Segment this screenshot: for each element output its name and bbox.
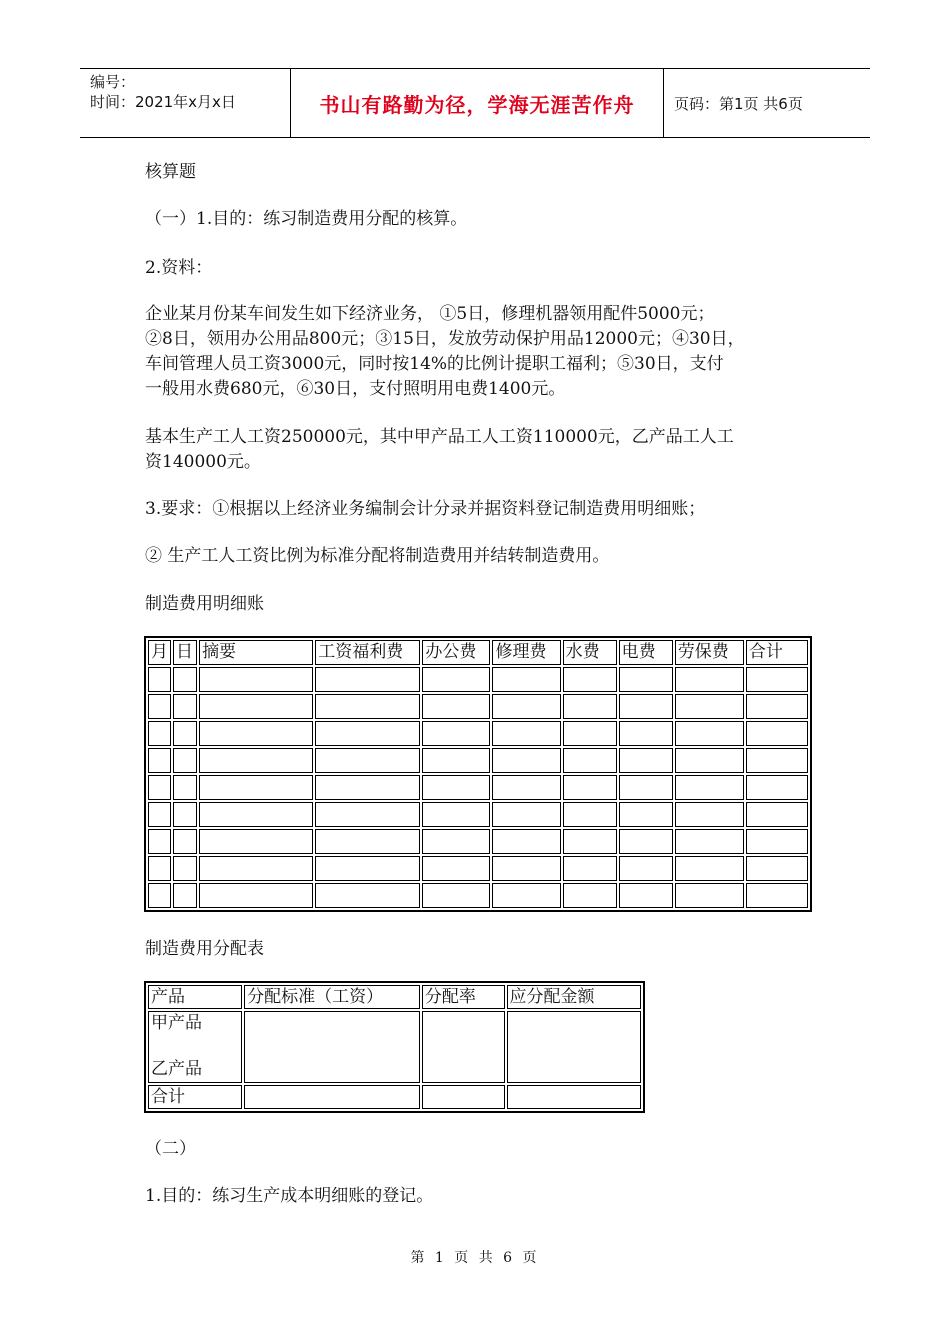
ledger-cell [199, 667, 313, 692]
materials-line: 车间管理人员工资3000元，同时按14%的比例计提职工福利；⑤30日，支付 [145, 354, 724, 374]
ledger-cell [492, 694, 560, 719]
ledger-table [144, 636, 812, 912]
col-product: 产品 [148, 985, 242, 1009]
ledger-cell [492, 775, 560, 800]
ledger-cell [746, 883, 808, 908]
ledger-cell [315, 775, 420, 800]
ledger-cell [675, 721, 744, 746]
ledger-cell [173, 829, 197, 854]
alloc-cell [422, 1011, 505, 1083]
ledger-cell [199, 721, 313, 746]
ledger-cell [619, 802, 673, 827]
ledger-cell [148, 721, 171, 746]
product-a-label: 甲产品 [151, 1013, 202, 1033]
ledger-cell [315, 883, 420, 908]
col-day: 日 [173, 640, 197, 665]
ledger-cell [492, 667, 560, 692]
ledger-cell [492, 856, 560, 881]
ledger-cell [315, 748, 420, 773]
ledger-cell [315, 802, 420, 827]
wages-line: 基本生产工人工资250000元，其中甲产品工人工资110000元，乙产品工人工 [145, 427, 734, 447]
ledger-cell [563, 856, 617, 881]
ledger-cell [492, 721, 560, 746]
ledger-cell [148, 667, 171, 692]
ledger-cell [563, 829, 617, 854]
ledger-cell [315, 667, 420, 692]
ledger-row [148, 694, 808, 719]
header-page-info: 页码：第1页 共6页 [674, 94, 803, 113]
col-water: 水费 [563, 640, 617, 665]
alloc-cell [244, 1011, 420, 1083]
ledger-cell [422, 775, 490, 800]
ledger-cell [675, 829, 744, 854]
ledger-cell [315, 721, 420, 746]
materials-label: 2.资料： [145, 258, 213, 278]
materials-line: 一般用水费680元，⑥30日，支付照明用电费1400元。 [145, 379, 566, 399]
materials-line: ②8日，领用办公用品800元；③15日，发放劳动保护用品12000元；④30日， [145, 329, 745, 349]
ledger-cell [563, 748, 617, 773]
ledger-row [148, 667, 808, 692]
ledger-cell [173, 748, 197, 773]
ledger-cell [173, 694, 197, 719]
ledger-cell [148, 829, 171, 854]
ledger-cell [746, 748, 808, 773]
ledger-cell [675, 775, 744, 800]
ledger-cell [199, 802, 313, 827]
ledger-cell [422, 748, 490, 773]
ledger-cell [199, 748, 313, 773]
alloc-cell [422, 1085, 505, 1109]
col-amount: 应分配金额 [507, 985, 641, 1009]
ledger-row [148, 802, 808, 827]
ledger-header-row [148, 640, 808, 665]
product-b-label: 乙产品 [151, 1059, 202, 1079]
col-wages-welfare: 工资福利费 [315, 640, 420, 665]
ledger-cell [315, 694, 420, 719]
ledger-cell [619, 856, 673, 881]
ledger-cell [173, 883, 197, 908]
ledger-cell [619, 748, 673, 773]
ledger-cell [619, 694, 673, 719]
ledger-cell [173, 856, 197, 881]
ledger-cell [148, 802, 171, 827]
ledger-row [148, 721, 808, 746]
time-label: 时间：2021年x月x日 [90, 93, 236, 111]
ledger-cell [422, 856, 490, 881]
ledger-row [148, 748, 808, 773]
ledger-cell [675, 667, 744, 692]
ledger-cell [746, 667, 808, 692]
ledger-cell [148, 775, 171, 800]
ledger-cell [422, 694, 490, 719]
ledger-cell [675, 802, 744, 827]
ledger-cell [173, 802, 197, 827]
ledger-cell [619, 829, 673, 854]
alloc-title: 制造费用分配表 [145, 939, 264, 959]
ledger-cell [422, 667, 490, 692]
header-motto: 书山有路勤为径，学海无涯苦作舟 [290, 69, 664, 137]
ledger-cell [315, 856, 420, 881]
ledger-cell [746, 775, 808, 800]
ledger-cell [422, 829, 490, 854]
materials-line: 企业某月份某车间发生如下经济业务， ①5日，修理机器领用配件5000元； [145, 304, 715, 324]
ledger-cell [199, 775, 313, 800]
ledger-cell [563, 802, 617, 827]
col-total: 合计 [746, 640, 808, 665]
ledger-cell [746, 856, 808, 881]
ledger-cell [199, 829, 313, 854]
ledger-cell [563, 667, 617, 692]
alloc-products-row [148, 1011, 641, 1083]
alloc-cell [507, 1011, 641, 1083]
ledger-cell [199, 856, 313, 881]
col-repair: 修理费 [492, 640, 560, 665]
wages-line: 资140000元。 [145, 452, 261, 472]
alloc-cell [507, 1085, 641, 1109]
section2-goal: 1.目的：练习生产成本明细账的登记。 [145, 1186, 434, 1206]
ledger-cell [619, 667, 673, 692]
page-footer: 第 1 页 共 6 页 [410, 1250, 540, 1266]
ledger-cell [148, 856, 171, 881]
col-labor-protection: 劳保费 [675, 640, 744, 665]
ledger-cell [675, 694, 744, 719]
requirement-1: 3.要求：①根据以上经济业务编制会计分录并据资料登记制造费用明细账； [145, 499, 706, 519]
ledger-cell [675, 883, 744, 908]
requirement-2: ② 生产工人工资比例为标准分配将制造费用并结转制造费用。 [145, 546, 610, 566]
ledger-cell [619, 721, 673, 746]
ledger-cell [173, 721, 197, 746]
col-rate: 分配率 [422, 985, 505, 1009]
ledger-cell [746, 829, 808, 854]
alloc-total-row [148, 1085, 641, 1109]
ledger-cell [492, 829, 560, 854]
ledger-cell [563, 775, 617, 800]
alloc-products-cell [148, 1011, 242, 1083]
ledger-cell [746, 694, 808, 719]
ledger-cell [148, 883, 171, 908]
alloc-header-row [148, 985, 641, 1009]
ledger-cell [492, 802, 560, 827]
ledger-cell [563, 694, 617, 719]
ledger-row [148, 829, 808, 854]
ledger-row [148, 775, 808, 800]
ledger-cell [619, 775, 673, 800]
ledger-cell [148, 748, 171, 773]
ledger-cell [173, 775, 197, 800]
ledger-cell [746, 802, 808, 827]
col-month: 月 [148, 640, 171, 665]
total-label: 合计 [148, 1085, 242, 1109]
ledger-cell [563, 721, 617, 746]
header-meta [80, 69, 290, 137]
ledger-cell [315, 829, 420, 854]
col-office: 办公费 [422, 640, 490, 665]
ledger-cell [422, 883, 490, 908]
ledger-cell [422, 721, 490, 746]
doc-title: 核算题 [145, 162, 196, 182]
ledger-cell [492, 883, 560, 908]
section2-label: （二） [145, 1139, 196, 1159]
ledger-cell [675, 856, 744, 881]
col-standard: 分配标准（工资） [244, 985, 420, 1009]
ledger-cell [619, 883, 673, 908]
ledger-cell [675, 748, 744, 773]
ledger-cell [422, 802, 490, 827]
page-header [80, 68, 870, 138]
ledger-title: 制造费用明细账 [145, 594, 264, 614]
alloc-cell [244, 1085, 420, 1109]
ledger-cell [199, 694, 313, 719]
ledger-cell [199, 883, 313, 908]
number-label: 编号： [90, 73, 136, 91]
ledger-cell [746, 721, 808, 746]
section1-goal: （一）1.目的：练习制造费用分配的核算。 [145, 209, 468, 229]
allocation-table [144, 981, 645, 1113]
col-electricity: 电费 [619, 640, 673, 665]
col-summary: 摘要 [199, 640, 313, 665]
ledger-cell [173, 667, 197, 692]
ledger-cell [492, 748, 560, 773]
ledger-cell [148, 694, 171, 719]
ledger-row [148, 883, 808, 908]
ledger-cell [563, 883, 617, 908]
ledger-row [148, 856, 808, 881]
